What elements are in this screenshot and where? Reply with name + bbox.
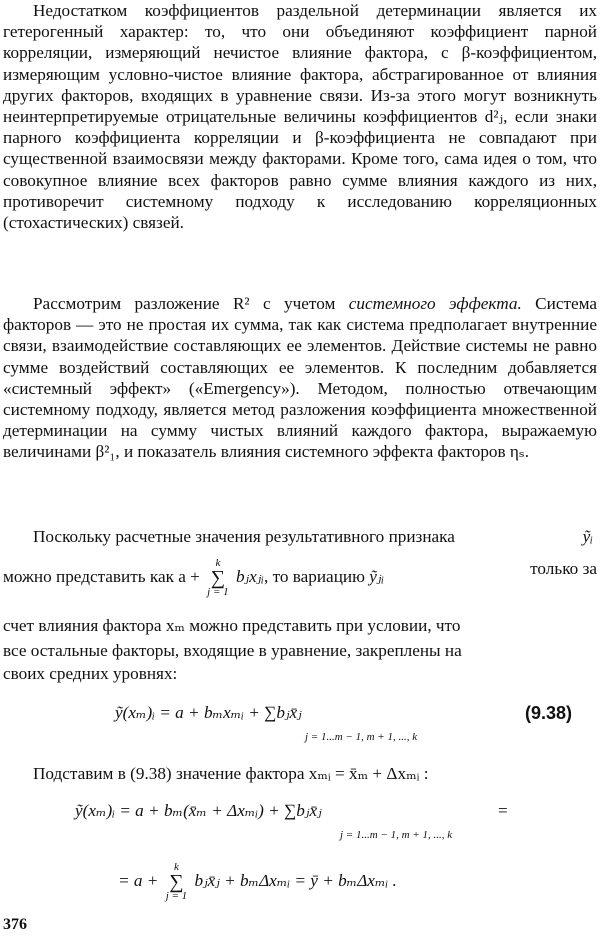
- p2-term: системного эффекта.: [348, 294, 522, 313]
- eq938-lhs: ỹ(xₘ)ᵢ = a + bₘxₘᵢ + ∑bⱼx̄ⱼ: [115, 703, 302, 722]
- eq938-limits: j = 1...m − 1, m + 1, ..., k: [305, 731, 418, 743]
- eq2-lhs: ỹ(xₘ)ᵢ = a + bₘ(x̄ₘ + Δxₘᵢ) + ∑bⱼx̄ⱼ: [75, 801, 322, 820]
- sum3-bottom: j = 1: [165, 890, 188, 902]
- sum1-bottom: j = 1: [207, 586, 229, 598]
- y-tilde-i: ỹᵢ: [582, 527, 593, 546]
- represent-d: только за: [530, 559, 597, 578]
- line-others: все остальные факторы, входящие в уравнение, закреплены на: [3, 641, 462, 660]
- sum-symbol-3: k ∑ j = 1: [165, 861, 188, 902]
- line-since: [33, 526, 593, 547]
- since-text: Поскольку расчетные значения результативного признака: [33, 527, 455, 546]
- sum-symbol-1: k ∑ j = 1: [207, 557, 229, 598]
- paragraph-partial-determination: Недостатком коэффициентов раздельной детерминации является их гетерогенный характер: то, что они объединяют коэффициент парной корреляции, измеряющий нечистое влияние фактора, с β-коэффициентом, измеряющим условно-чистое влияние фактора, абстрагированное от влияния других факторов, входящих в уравнение связи. Из-за этого могут возникнуть неинтерпретируемые отрицательные величины коэффициентов d²ⱼ, если знаки парного коэффициента корреляции и β-коэффициента не совпадают при существенной взаимосвязи между факторами. Кроме того, сама идея о том, что совокупное влияние всех факторов равно сумме влияния каждого из них, противоречит системному подходу к исследованию корреляционных (стохастических) связей.: [3, 1, 597, 233]
- eq3-body: bⱼx̄ⱼ + bₘΔxₘᵢ = ȳ + bₘΔxₘᵢ .: [194, 870, 397, 890]
- represent-a: можно представить как a +: [3, 566, 200, 586]
- eq3-lead: = a +: [118, 870, 159, 890]
- eq2-limits: j = 1...m − 1, m + 1, ..., k: [340, 829, 453, 841]
- equation-number: (9.38): [524, 703, 572, 723]
- line-levels: своих средних уровнях:: [3, 664, 178, 683]
- sum3-top: k: [173, 861, 179, 873]
- p2-lead: Рассмотрим разложение R² с учетом: [33, 294, 336, 313]
- page-number: 376: [3, 916, 27, 933]
- eq2-rhs: =: [498, 801, 508, 820]
- equation-9-38: [115, 702, 302, 723]
- represent-c: ỹⱼᵢ: [369, 566, 385, 586]
- line-substitute: Подставим в (9.38) значение фактора xₘᵢ = x̄ₘ + Δxₘᵢ :: [33, 764, 429, 783]
- equation-2: [75, 800, 322, 821]
- p2-rest: Система факторов — это не простая их сумма, так как система предполагает внутренние связи, взаимодействие составляющих ее элементов. Действие системы не равно сумме воздействий составляющих ее элементов. К последним добавляется «системный эффект» («Emergency»). Методом, полностью отвечающим системному подходу, является метод разложения коэффициента множественной детерминации на сумму чистых влияний каждого фактора, выражаемую величинами β²₁, и показатель влияния системного эффекта факторов ηₛ.: [3, 294, 597, 462]
- paragraph-system-effect: [3, 293, 597, 463]
- represent-b: , то вариацию: [263, 566, 365, 586]
- equation-3: [118, 862, 397, 902]
- line-account: счет влияния фактора xₘ можно представить при условии, что: [3, 616, 461, 635]
- sum1-body: bⱼxⱼᵢ: [235, 566, 264, 586]
- line-represent: [3, 558, 597, 598]
- sum1-top: k: [215, 557, 221, 569]
